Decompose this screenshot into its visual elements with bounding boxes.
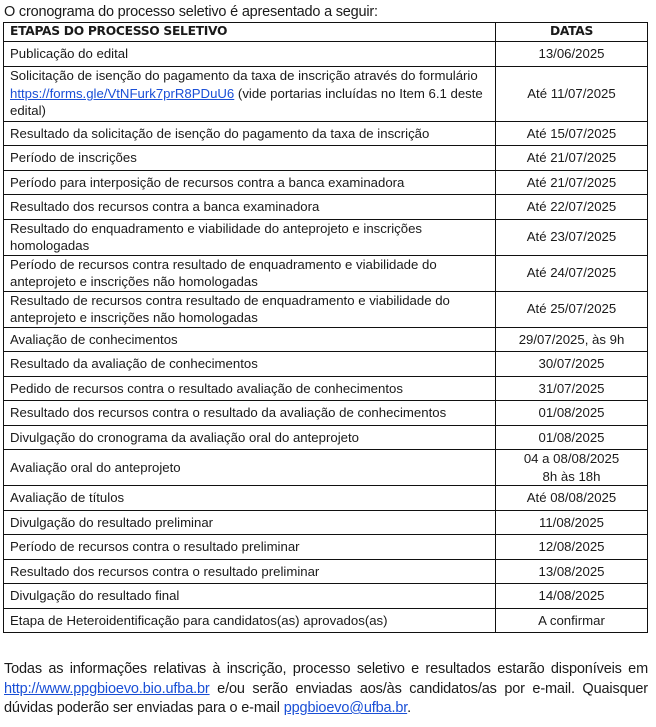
date-cell: 13/06/2025 — [496, 42, 648, 67]
stage-cell: Avaliação oral do anteprojeto — [4, 450, 496, 486]
table-row — [4, 510, 648, 535]
time-line: 8h às 18h — [542, 468, 601, 484]
table-row — [4, 425, 648, 450]
date-cell: Até 21/07/2025 — [496, 170, 648, 195]
stage-cell: Resultado da solicitação de isenção do pagamento da taxa de inscrição — [4, 121, 496, 146]
table-row — [4, 486, 648, 511]
footer-paragraph — [4, 660, 648, 719]
date-cell: Até 23/07/2025 — [496, 219, 648, 255]
date-cell: 11/08/2025 — [496, 510, 648, 535]
date-cell — [496, 450, 648, 486]
table-row — [4, 584, 648, 609]
table-row — [4, 352, 648, 377]
date-cell: Até 21/07/2025 — [496, 146, 648, 171]
header-stages: ETAPAS DO PROCESSO SELETIVO — [4, 23, 496, 42]
table-row — [4, 608, 648, 633]
stage-cell: Resultado do enquadramento e viabilidade do anteprojeto e inscrições homologadas — [4, 219, 496, 255]
date-cell: Até 11/07/2025 — [496, 66, 648, 121]
date-cell: 13/08/2025 — [496, 559, 648, 584]
date-cell: 14/08/2025 — [496, 584, 648, 609]
date-cell: 31/07/2025 — [496, 376, 648, 401]
stage-cell: Publicação do edital — [4, 42, 496, 67]
table-row — [4, 450, 648, 486]
stage-cell — [4, 66, 496, 121]
table-row — [4, 291, 648, 327]
table-row — [4, 146, 648, 171]
stage-cell: Período para interposição de recursos contra a banca examinadora — [4, 170, 496, 195]
table-row — [4, 66, 648, 121]
date-cell: 01/08/2025 — [496, 425, 648, 450]
stage-cell: Período de recursos contra resultado de enquadramento e viabilidade do anteprojeto e inscrições não homologadas — [4, 255, 496, 291]
stage-cell: Pedido de recursos contra o resultado avaliação de conhecimentos — [4, 376, 496, 401]
stage-cell: Período de inscrições — [4, 146, 496, 171]
table-row — [4, 42, 648, 67]
email-link[interactable]: ppgbioevo@ufba.br — [283, 700, 408, 716]
stage-cell: Resultado da avaliação de conhecimentos — [4, 352, 496, 377]
stage-cell: Resultado dos recursos contra o resultado da avaliação de conhecimentos — [4, 401, 496, 426]
stage-text: Solicitação de isenção do pagamento da taxa de inscrição através do formulário — [10, 68, 478, 84]
footer-text: e/ou serão enviadas aos/às candidatos/as por e-mail. Quaisquer dúvidas poderão ser enviadas para o e-mail — [4, 680, 648, 716]
stage-text: (vide portarias incluídas no Item 6.1 deste edital) — [10, 85, 483, 119]
date-cell: Até 22/07/2025 — [496, 195, 648, 220]
stage-cell: Etapa de Heteroidentificação para candidatos(as) aprovados(as) — [4, 608, 496, 633]
website-link[interactable]: http://www.ppgbioevo.bio.ufba.br — [4, 680, 210, 697]
table-row — [4, 376, 648, 401]
form-link[interactable]: https://forms.gle/VtNFurk7prR8PDuU6 — [10, 85, 235, 101]
table-row — [4, 327, 648, 352]
table-row — [4, 535, 648, 560]
header-dates: DATAS — [496, 23, 648, 42]
stage-cell: Resultado dos recursos contra o resultado preliminar — [4, 559, 496, 584]
stage-cell: Divulgação do resultado final — [4, 584, 496, 609]
stage-cell: Avaliação de conhecimentos — [4, 327, 496, 352]
date-cell: 12/08/2025 — [496, 535, 648, 560]
table-row — [4, 255, 648, 291]
stage-cell: Divulgação do cronograma da avaliação oral do anteprojeto — [4, 425, 496, 450]
intro-text: O cronograma do processo seletivo é apresentado a seguir: — [4, 4, 378, 20]
table-row — [4, 559, 648, 584]
stage-cell: Avaliação de títulos — [4, 486, 496, 511]
footer-text: . — [407, 700, 412, 716]
date-cell: A confirmar — [496, 608, 648, 633]
date-cell: Até 08/08/2025 — [496, 486, 648, 511]
stage-cell: Período de recursos contra o resultado preliminar — [4, 535, 496, 560]
schedule-table — [3, 22, 648, 633]
table-row — [4, 195, 648, 220]
date-cell: 30/07/2025 — [496, 352, 648, 377]
table-row — [4, 170, 648, 195]
table-row — [4, 401, 648, 426]
date-line: 04 a 08/08/2025 — [523, 451, 620, 466]
date-cell: Até 24/07/2025 — [496, 255, 648, 291]
table-row — [4, 219, 648, 255]
date-cell: 29/07/2025, às 9h — [496, 327, 648, 352]
date-cell: Até 25/07/2025 — [496, 291, 648, 327]
table-row — [4, 121, 648, 146]
table-header-row — [4, 23, 648, 42]
stage-cell: Resultado dos recursos contra a banca examinadora — [4, 195, 496, 220]
stage-cell: Resultado de recursos contra resultado de enquadramento e viabilidade do anteprojeto e inscrições não homologadas — [4, 291, 496, 327]
stage-cell: Divulgação do resultado preliminar — [4, 510, 496, 535]
date-cell: Até 15/07/2025 — [496, 121, 648, 146]
footer-text: Todas as informações relativas à inscrição, processo seletivo e resultados estarão disponíveis em — [4, 661, 648, 677]
date-cell: 01/08/2025 — [496, 401, 648, 426]
